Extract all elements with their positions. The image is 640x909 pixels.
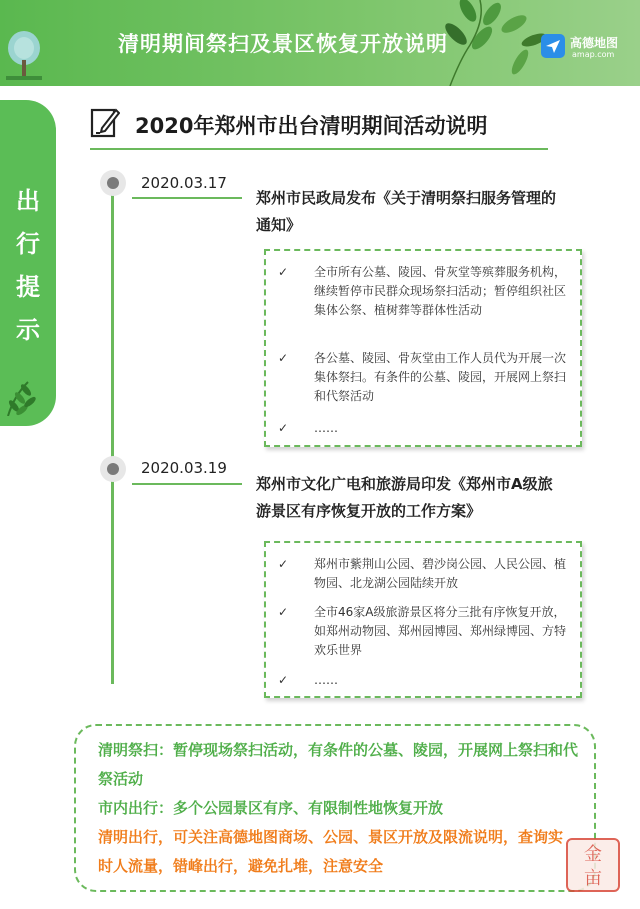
check-icon: ✓ (278, 265, 289, 279)
list-item-text: 全市46家A级旅游景区将分三批有序恢复开放，如郑州动物园、郑州园博园、郑州绿博园、方特欢乐世界 (314, 605, 567, 657)
edit-icon (90, 106, 120, 138)
event-title: 郑州市民政局发布《关于清明祭扫服务管理的通知》 (256, 189, 557, 234)
watermark-seal: 金 亩 (566, 838, 620, 892)
list-item-text: …… (314, 421, 338, 435)
header-banner (0, 0, 640, 86)
event-details-box (264, 541, 582, 698)
date-underline (132, 483, 242, 485)
side-tab-label: 出行提示 (16, 187, 40, 344)
check-icon: ✓ (278, 673, 289, 687)
tree-icon (6, 30, 42, 80)
list-item-text: 郑州市紫荆山公园、碧沙岗公园、人民公园、植物园、北龙湖公园陆续开放 (314, 557, 567, 590)
summary-city-travel: 市内出行：多个公园景区有序、有限制性地恢复开放 (98, 799, 444, 817)
check-icon: ✓ (278, 557, 289, 571)
timeline-line (111, 178, 114, 684)
event-date: 2020.03.17 (141, 174, 227, 192)
title-underline (90, 148, 548, 150)
brand-name: 高德地图 (570, 36, 619, 50)
summary-box (74, 724, 596, 892)
timeline-dot (100, 170, 126, 196)
amap-logo-icon (540, 33, 566, 59)
list-item-text: …… (314, 673, 338, 687)
grass-icon (4, 376, 48, 416)
list-item-text: 全市所有公墓、陵园、骨灰堂等殡葬服务机构，继续暂停市民群众现场祭扫活动；暂停组织社区集体公祭、植树葬等群体性活动 (314, 265, 567, 317)
brand-url: amap.com (572, 50, 615, 59)
check-icon: ✓ (278, 351, 289, 365)
event-title: 郑州市文化广电和旅游局印发《郑州市A级旅游景区有序恢复开放的工作方案》 (256, 475, 553, 520)
summary-travel-tip: 清明出行，可关注高德地图商场、公园、景区开放及限流说明，查询实时人流量，错峰出行，避免扎堆，注意安全 (98, 828, 564, 875)
amap-logo (540, 33, 632, 61)
section-title: 2020年郑州市出台清明期间活动说明 (135, 114, 488, 138)
check-icon: ✓ (278, 421, 289, 435)
event-details-box (264, 249, 582, 447)
event-date: 2020.03.19 (141, 459, 227, 477)
list-item-text: 各公墓、陵园、骨灰堂由工作人员代为开展一次集体祭扫。有条件的公墓、陵园，开展网上祭扫和代祭活动 (314, 351, 567, 403)
check-icon: ✓ (278, 605, 289, 619)
header-title: 清明期间祭扫及景区恢复开放说明 (118, 32, 448, 56)
side-tab (0, 100, 56, 426)
summary-worship: 清明祭扫：暂停现场祭扫活动，有条件的公墓、陵园，开展网上祭扫和代祭活动 (98, 741, 579, 788)
timeline-dot (100, 456, 126, 482)
date-underline (132, 197, 242, 199)
